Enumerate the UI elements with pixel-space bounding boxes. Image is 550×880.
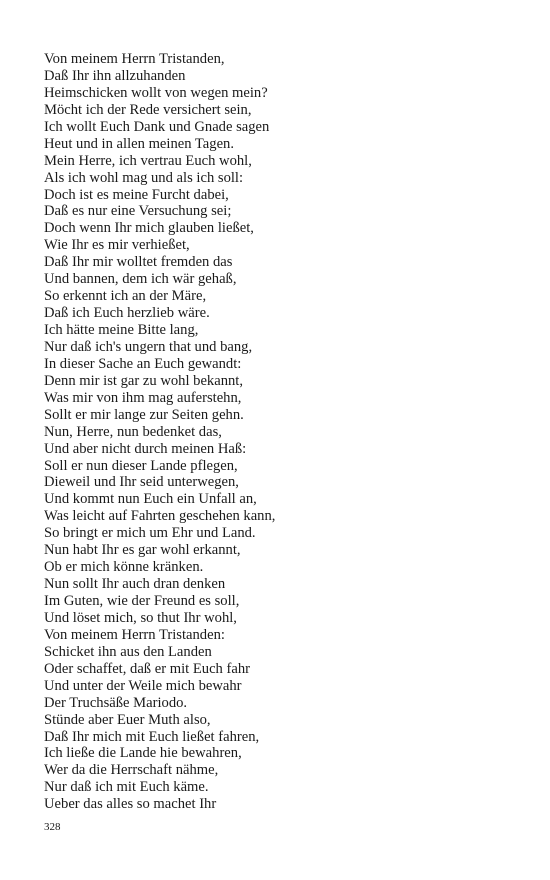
poem-line: Doch ist es meine Furcht dabei, [44, 186, 229, 203]
poem-line: Möcht ich der Rede versichert sein, [44, 101, 252, 118]
poem-line: Nur daß ich's ungern that und bang, [44, 338, 253, 355]
poem-line: So bringt er mich um Ehr und Land. [44, 525, 256, 542]
poem-line: Was leicht auf Fahrten geschehen kann, [44, 508, 276, 525]
poem-line: Daß es nur eine Versuchung sei; [44, 203, 232, 220]
poem-line: Schicket ihn aus den Landen [44, 643, 212, 660]
poem-line: Und kommt nun Euch ein Unfall an, [44, 491, 257, 508]
poem-line: Was mir von ihm mag auferstehn, [44, 389, 242, 406]
poem-line: Wer da die Herrschaft nähme, [44, 762, 219, 779]
poem-line: Doch wenn Ihr mich glauben ließet, [44, 220, 254, 237]
poem-line: Von meinem Herrn Tristanden, [44, 51, 225, 67]
poem-line: Und bannen, dem ich wär gehaß, [44, 271, 237, 288]
poem-line: Oder schaffet, daß er mit Euch fahr [44, 660, 250, 677]
poem-line: Heut und in allen meinen Tagen. [44, 135, 234, 152]
page-number: 328 [44, 821, 61, 833]
poem-line: Nun, Herre, nun bedenket das, [44, 423, 222, 440]
poem-line: Ich ließe die Lande hie bewahren, [44, 745, 242, 762]
poem-text-block [44, 51, 275, 813]
poem-line: Denn mir ist gar zu wohl bekannt, [44, 372, 243, 389]
poem-line: Als ich wohl mag und als ich soll: [44, 169, 244, 186]
poem-line: Nur daß ich mit Euch käme. [44, 779, 209, 796]
poem-line: Daß Ihr mir wolltet fremden das [44, 254, 233, 271]
poem-line: Der Truchsäße Mariodo. [44, 694, 188, 711]
poem-line: Und unter der Weile mich bewahr [44, 677, 242, 694]
poem-line: Mein Herre, ich vertrau Euch wohl, [44, 152, 252, 169]
poem-line: Und löset mich, so thut Ihr wohl, [44, 609, 237, 626]
poem-line: Und aber nicht durch meinen Haß: [44, 440, 247, 457]
poem-line: Nun sollt Ihr auch dran denken [44, 576, 226, 593]
poem-line: Soll er nun dieser Lande pflegen, [44, 457, 238, 474]
poem-line: Dieweil und Ihr seid unterwegen, [44, 474, 239, 491]
poem-line: In dieser Sache an Euch gewandt: [44, 355, 242, 372]
poem-line: Sollt er mir lange zur Seiten gehn. [44, 406, 244, 423]
poem-line: Nun habt Ihr es gar wohl erkannt, [44, 542, 241, 559]
poem-line: Daß Ihr mich mit Euch ließet fahren, [44, 728, 260, 745]
poem-line: Ueber das alles so machet Ihr [44, 796, 217, 813]
poem-line: Stünde aber Euer Muth also, [44, 711, 211, 728]
poem-line: Heimschicken wollt von wegen mein? [44, 84, 268, 101]
poem-line: Von meinem Herrn Tristanden: [44, 626, 225, 643]
poem-line: Wie Ihr es mir verhießet, [44, 237, 190, 254]
poem-line: Ich wollt Euch Dank und Gnade sagen [44, 118, 270, 135]
poem-line: Im Guten, wie der Freund es soll, [44, 593, 240, 609]
poem-line: Daß Ihr ihn allzuhanden [44, 67, 186, 84]
poem-line: Daß ich Euch herzlieb wäre. [44, 305, 210, 322]
poem-line: Ob er mich könne kränken. [44, 559, 204, 576]
poem-line: Ich hätte meine Bitte lang, [44, 322, 199, 338]
poem-line: So erkennt ich an der Märe, [44, 288, 207, 305]
